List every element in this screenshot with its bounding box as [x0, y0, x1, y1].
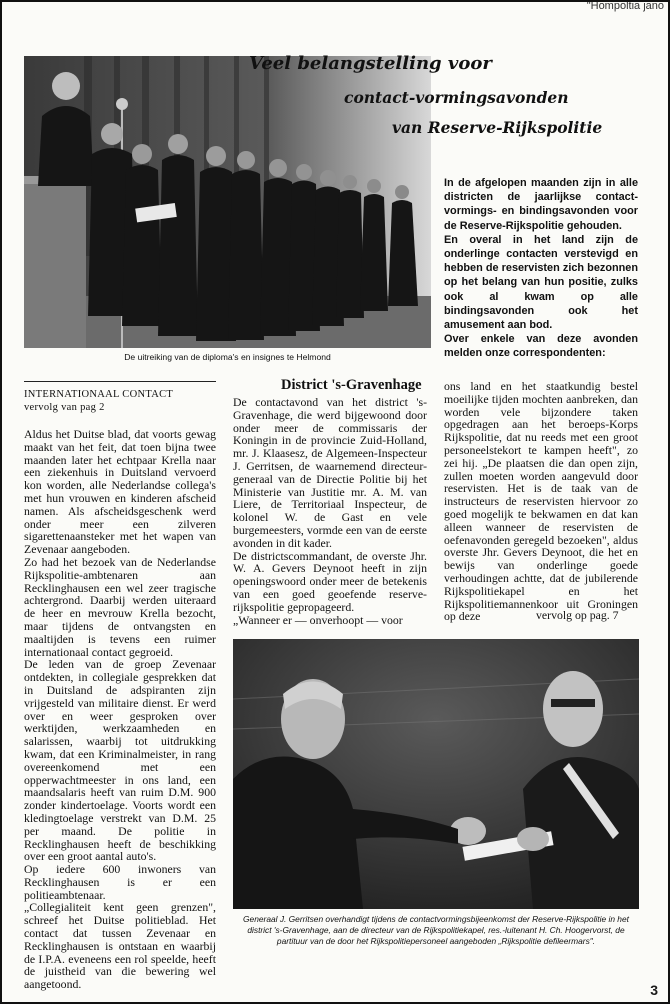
- intro-text: [444, 176, 638, 361]
- article-paragraph: ons land en het staatkundig bestel moeilijke tijden mochten aanbreken, dan worden vele bijzondere taken opgedragen aan het beroeps-Korps Rijkspolitie, dat nu reeds met een groot personeelstekort te kampen heeft", zo zei hij. „De plaatsen die dan open zijn, zullen moeten worden aangevuld door reservisten. Het is de taak van de instructeurs de reservisten hiervoor zo goed mogelijk te bekwamen en dat kan alleen wanneer de reservisten de oefenavonden geregeld bezoeken", aldus overste Jhr. Gevers Deynoot, die het en bewijs van onderlinge goede verhoudingen achtte, dat de jubilerende Rijkspolitiekapel en het Rijkspolitiemannenkoor uit Groningen op deze: [444, 379, 638, 624]
- intro-paragraph: In de afgelopen maanden zijn in alle districten de jaarlijkse contact- vormings- en bindingsavonden voor de Reserve-Rijkspolitie gehouden.: [444, 177, 638, 232]
- article-paragraph: „Collegialiteit kent geen grenzen", schreef het Duitse politieblad. Het contact dat tussen Zevenaar en Recklinghausen is ontstaan en waarbij de I.P.A. eveneens een rol speelde, heeft de juistheid van die bewering wel aangetoond.: [24, 900, 216, 992]
- page-number: 3: [650, 982, 658, 998]
- article-paragraph: Aldus het Duitse blad, dat voorts gewag maakt van het feit, dat toen bijna twee maanden later het echtpaar Krella naar een ziekenhuis in Duitsland vervoerd kon worden, alle Nederlandse collega's met hun vrouwen en kinderen afscheid namen. Als afscheidsgeschenk werd onder meer een zilveren sigarettenaansteker met het wapen van Zevenaar aangeboden.: [24, 427, 216, 557]
- left-column-rule: [24, 381, 216, 382]
- left-column-subheader: vervolg van pag 2: [24, 402, 105, 413]
- title-line-1: Veel belangstelling voor: [249, 53, 492, 74]
- top-photo-caption: De uitreiking van de diploma's en insignes te Helmond: [124, 352, 331, 362]
- article-paragraph: De leden van de groep Zevenaar ontdekten, in collegiale gesprekken dat in Duitsland de adspiranten zijn vrijgesteld van militaire dienst. Er werd over en weer gesproken over werktijden, werkzaamheden en salarissen, waarbij tot uitdrukking kwam, dat een Kriminalmeister, in rang overeenkomend met een opperwachtmeester in ons land, een maandsalaris heeft van ruim D.M. 900 zonder kindertoelage. Voorts wordt een kledingtoelage verstrekt van D.M. 25 per maand. De politie in Recklinghausen heeft de beschikking over een groot aantal auto's.: [24, 657, 216, 864]
- article-paragraph: Zo had het bezoek van de Nederlandse Rijkspolitie-ambtenaren aan Recklinghausen een wel zeer tragische achtergrond. Daarbij werden uiteraard de heer en mevrouw Krella bezocht, maar tijdens de ontvangsten en maaltijden is tevens een ruimer internationaal contact gegroeid.: [24, 554, 216, 659]
- article-paragraph: De districtscommandant, de overste Jhr. W. A. Gevers Deynoot heeft in zijn openingswoord onder meer de betekenis van een goed geoefende reserve-rijkspolitie gepropageerd.: [233, 548, 427, 614]
- left-column-body: [24, 428, 216, 991]
- title-line-3: van Reserve-Rijkspolitie: [392, 118, 603, 137]
- right-column-body: [444, 380, 638, 623]
- district-title: District 's-Gravenhage: [281, 377, 422, 393]
- left-column-header: INTERNATIONAAL CONTACT: [24, 389, 174, 400]
- intro-paragraph: Over enkele van deze avonden melden onze correspondenten:: [444, 333, 638, 360]
- middle-column-body: [233, 396, 427, 626]
- article-paragraph: „Wanneer er — onverhoopt — voor: [233, 612, 403, 627]
- article-paragraph: Op iedere 600 inwoners van Recklinghausen is er een politieambtenaar.: [24, 862, 216, 902]
- intro-paragraph: En overal in het land zijn de onderlinge contacten verstevigd en hebben de reservisten zich bezonnen op het belang van hun positie, zulks ook al kwam op alle bindingsavonden ook het amusement aan bod.: [444, 233, 638, 332]
- continued-note: vervolg op pag. 7: [536, 608, 619, 622]
- bottom-photo-caption: Generaal J. Gerritsen overhandigt tijdens de contactvormingsbijeenkomst der Reserve-Rijkspolitie in het district 's-Gravenhage, aan de directeur van de Rijkspolitiekapel, res.-luitenant H. Ch. Hoogervorst, de partituur van de door het Rijkspolitiepersoneel aangeboden „Rijkspolitie defileermars".: [243, 914, 629, 946]
- article-paragraph: De contactavond van het district 's-Gravenhage, die werd bijgewoond door onder meer de commissaris der Koningin in de provincie Zuid-Holland, mr. J. Klaasesz, de Algemeen-Inspecteur J. Gerritsen, de waarnemend directeur-generaal van de Directie Politie bij het Ministerie van Justitie mr. A. M. van Liere, de Territoriaal Inspecteur, de kolonel W. de Gast en vele burgemeesters, vormde een van de eerste avonden in dit kader.: [233, 395, 427, 550]
- title-line-2: contact-vormingsavonden: [344, 88, 569, 107]
- corner-text: "Hompoltia jano: [586, 0, 664, 12]
- bottom-photo: [233, 639, 639, 909]
